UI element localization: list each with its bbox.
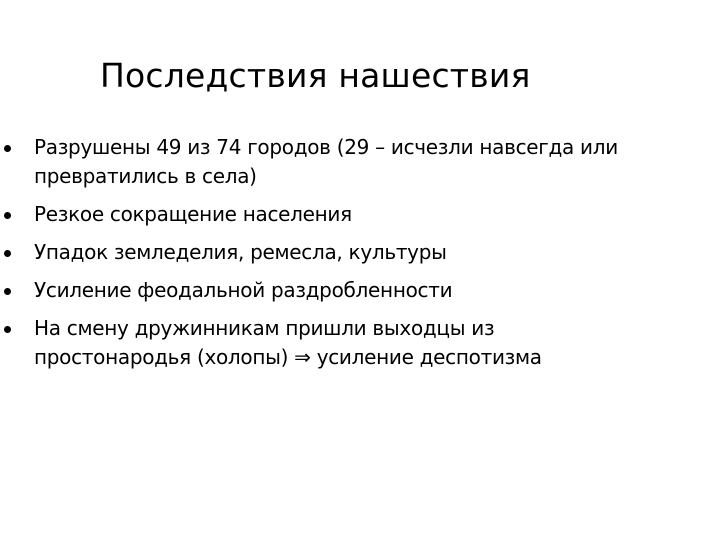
bullet-text: Усиление феодальной раздробленности (34, 278, 453, 302)
bullet-item (0, 133, 634, 191)
bullet-icon (4, 250, 11, 257)
bullet-icon (4, 212, 11, 219)
bullet-item (0, 238, 634, 267)
bullet-icon (4, 288, 11, 295)
bullet-list (0, 133, 720, 381)
bullet-item (0, 276, 634, 305)
bullet-text: Резкое сокращение населения (34, 202, 352, 226)
bullet-item (0, 314, 634, 372)
bullet-icon (4, 326, 11, 333)
bullet-icon (4, 145, 11, 152)
bullet-text: Разрушены 49 из 74 городов (29 – исчезли навсегда или превратились в села) (34, 135, 618, 188)
bullet-text: На смену дружинникам пришли выходцы из простонародья (холопы) ⇒ усиление деспотизма (34, 316, 542, 369)
bullet-item (0, 200, 634, 229)
slide-title: Последствия нашествия (100, 56, 531, 95)
bullet-text: Упадок земледелия, ремесла, культуры (34, 240, 447, 264)
